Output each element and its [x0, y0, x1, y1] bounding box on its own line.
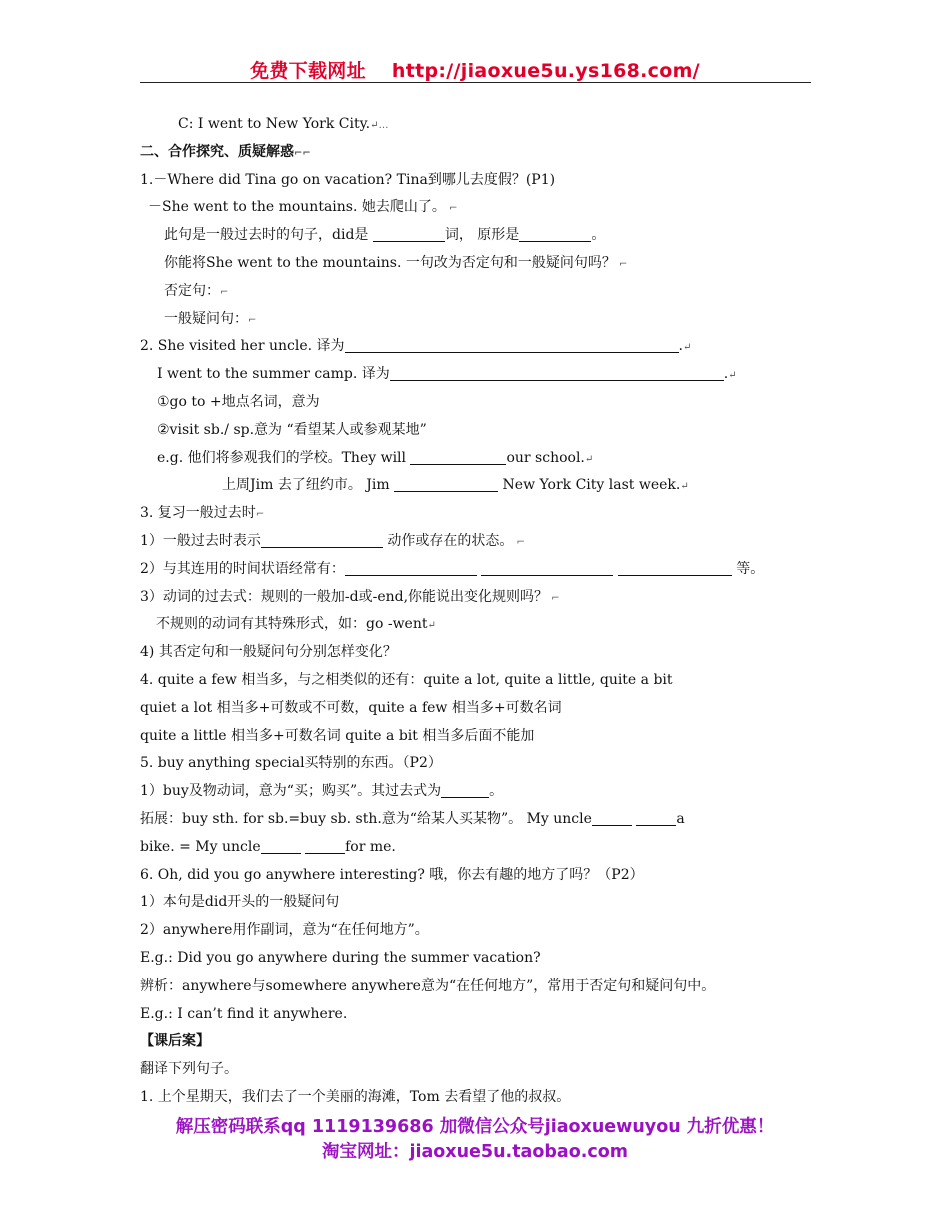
text-line: 1. 上个星期天，我们去了一个美丽的海滩，Tom 去看望了他的叔叔。 — [140, 1088, 571, 1105]
text-line: 2）与其连用的时间状语经常有： 等。 — [140, 560, 765, 577]
text-line: 拓展：buy sth. for sb.=buy sb. sth.意为“给某人买某物”。 My uncle a — [140, 810, 685, 827]
answer-blank[interactable] — [305, 839, 345, 854]
footer-store-link[interactable]: 淘宝网址：jiaoxue5u.taobao.com — [321, 1142, 629, 1162]
text-line: bike. = My uncle for me. — [140, 838, 396, 855]
text-line: 1）一般过去时表示 动作或存在的状态。 ⌐ — [140, 532, 525, 549]
answer-blank[interactable] — [481, 561, 613, 576]
text-line: 此句是一般过去时的句子，did是 词， 原形是 。 — [164, 227, 606, 244]
text-line: 5. buy anything special买特别的东西。（P2） — [140, 755, 442, 772]
answer-blank[interactable] — [618, 561, 732, 576]
answer-blank[interactable] — [592, 811, 632, 826]
text-line: ②visit sb./ sp.意为 “看望某人或参观某地” — [157, 421, 427, 438]
text-line: 一般疑问句：⌐ — [164, 310, 257, 327]
text-line: 3）动词的过去式：规则的一般加-d或-end,你能说出变化规则吗？ ⌐ — [140, 588, 560, 605]
answer-blank[interactable] — [441, 783, 489, 798]
text-line: 4. quite a few 相当多，与之相类似的还有：quite a lot, quite a little, quite a bit — [140, 671, 673, 688]
text-line: 2. She visited her uncle. 译为 .↵ — [140, 338, 692, 355]
text-line: 6. Oh, did you go anywhere interesting? 哦，你去有趣的地方了吗？（P2） — [140, 866, 644, 883]
text-line: 4) 其否定句和一般疑问句分别怎样变化？ — [140, 644, 397, 661]
text-line: 1）buy及物动词，意为“买；购买”。其过去式为 。 — [140, 783, 504, 800]
text-line: I went to the summer camp. 译为 .↵ — [157, 366, 737, 383]
document-body — [140, 111, 820, 1112]
text-line: 2）anywhere用作副词，意为“在任何地方”。 — [140, 922, 429, 939]
answer-blank[interactable] — [394, 477, 498, 492]
text-line: quiet a lot 相当多+可数或不可数，quite a few 相当多+可数名词 — [140, 699, 562, 716]
text-line: 翻译下列句子。 — [140, 1061, 238, 1078]
text-line: 辨析：anywhere与somewhere anywhere意为“在任何地方”，常用于否定句和疑问句中。 — [140, 977, 716, 994]
answer-blank[interactable] — [345, 338, 679, 353]
answer-blank[interactable] — [410, 450, 506, 465]
header-url-link[interactable]: http://jiaoxue5u.ys168.com/ — [391, 60, 700, 82]
footer-contact: 解压密码联系qq 1119139686 加微信公众号jiaoxuewuyou 九折优惠！ — [175, 1117, 775, 1137]
header-label: 免费下载网址 — [250, 60, 366, 82]
text-line: E.g.: Did you go anywhere during the summer vacation? — [140, 949, 541, 966]
answer-blank[interactable] — [261, 839, 301, 854]
answer-blank[interactable] — [636, 811, 676, 826]
answer-blank[interactable] — [390, 366, 724, 381]
section-heading: 二、合作探究、质疑解惑⌐⌐ — [140, 143, 311, 160]
text-line: ①go to +地点名词，意为 — [157, 393, 320, 410]
answer-blank[interactable] — [345, 561, 477, 576]
answer-blank[interactable] — [261, 533, 383, 548]
text-line: 否定句：⌐ — [164, 282, 229, 299]
text-line: C: I went to New York City.↵… — [178, 116, 389, 132]
text-line: 上周Jim 去了纽约市。 Jim New York City last week.↵ — [222, 477, 689, 494]
answer-blank[interactable] — [519, 227, 591, 242]
text-line: e.g. 他们将参观我们的学校。They will our school.↵ — [157, 449, 594, 466]
text-line: －She went to the mountains. 她去爬山了。 ⌐ — [148, 199, 458, 216]
text-line: 3. 复习一般过去时⌐ — [140, 505, 265, 522]
text-line: 你能将She went to the mountains. 一句改为否定句和一般疑问句吗？ ⌐ — [164, 254, 628, 271]
text-line: E.g.: I can’t find it anywhere. — [140, 1005, 348, 1022]
section-heading: 【课后案】 — [140, 1033, 210, 1050]
header-banner — [0, 56, 950, 83]
text-line: 1）本句是did开头的一般疑问句 — [140, 894, 340, 911]
header-rule — [140, 82, 811, 83]
text-line: 不规则的动词有其特殊形式，如：go -went↵ — [156, 616, 436, 633]
text-line: quite a little 相当多+可数名词 quite a bit 相当多后面不能加 — [140, 727, 535, 744]
answer-blank[interactable] — [373, 227, 445, 242]
text-line: 1.－Where did Tina go on vacation? Tina到哪儿去度假？(P1) — [140, 171, 556, 188]
